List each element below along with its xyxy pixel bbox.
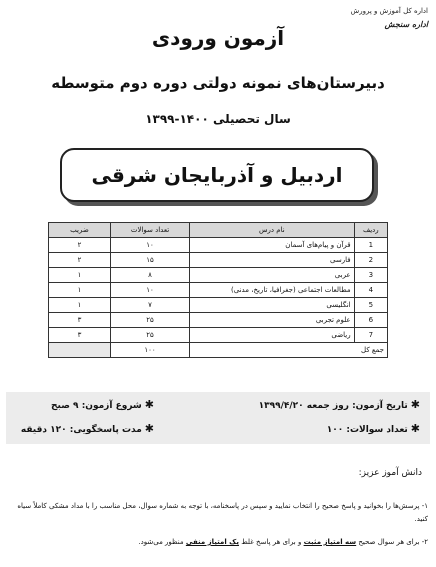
header-question-count: تعداد سوالات: [110, 223, 189, 238]
table-row: 3 عربی ۸ ۱: [49, 268, 388, 283]
exam-date: ✱تاریخ آزمون: روز جمعه ۱۳۹۹/۴/۲۰: [258, 398, 420, 411]
star-icon: ✱: [144, 422, 154, 435]
total-coef-empty: [49, 343, 111, 358]
exam-duration: ✱مدت پاسخگویی: ۱۲۰ دقیقه: [20, 422, 154, 435]
table-row: 5 انگلیسی ۷ ۱: [49, 298, 388, 313]
exam-question-count: ✱تعداد سوالات: ۱۰۰: [326, 422, 420, 435]
exam-title: آزمون ورودی: [151, 26, 285, 50]
instruction-1: ۱- پرسش‌ها را بخوانید و پاسخ صحیح را انتخاب نمایید و سپس در پاسخنامه، با توجه به شماره سوال، محل مناسب را با مداد مشکی کاملاً سیاه کنید.: [17, 502, 428, 523]
exam-subtitle: دبیرستان‌های نمونه دولتی دوره دوم متوسطه: [51, 74, 385, 92]
table-header-row: [49, 223, 388, 238]
org-line: اداره کل آموزش و پرورش: [350, 7, 428, 15]
org-sub-line: اداره سنجش: [384, 20, 428, 29]
total-label: جمع کل: [190, 343, 388, 358]
province-banner: اردبیل و آذربایجان شرقی: [60, 148, 374, 202]
academic-year: سال تحصیلی ۱۴۰۰-۱۳۹۹: [145, 112, 291, 126]
star-icon: ✱: [410, 398, 420, 411]
star-icon: ✱: [410, 422, 420, 435]
table-row: 6 علوم تجربی ۲۵ ۳: [49, 313, 388, 328]
table-total-row: [49, 343, 388, 358]
exam-info-box: [6, 392, 430, 444]
exam-start: ✱شروع آزمون: ۹ صبح: [51, 398, 154, 411]
table-row: 4 مطالعات اجتماعی (جغرافیا، تاریخ، مدنی) ۱۰ ۱: [49, 283, 388, 298]
table-row: 2 فارسی ۱۵ ۲: [49, 253, 388, 268]
header-course-name: نام درس: [190, 223, 355, 238]
table-row: 1 قرآن و پیام‌های آسمان ۱۰ ۲: [49, 238, 388, 253]
courses-table: [48, 222, 388, 358]
table-row: 7 ریاضی ۲۵ ۳: [49, 328, 388, 343]
header-coefficient: ضریب: [49, 223, 111, 238]
greeting: دانش آموز عزیز:: [358, 468, 422, 478]
instruction-2: ۲- برای هر سوال صحیح سه امتیاز مثبت و برای هر پاسخ غلط یک امتیاز منفی منظور می‌شود.: [138, 538, 428, 546]
total-count: ۱۰۰: [110, 343, 189, 358]
star-icon: ✱: [144, 398, 154, 411]
header-row-number: ردیف: [354, 223, 387, 238]
